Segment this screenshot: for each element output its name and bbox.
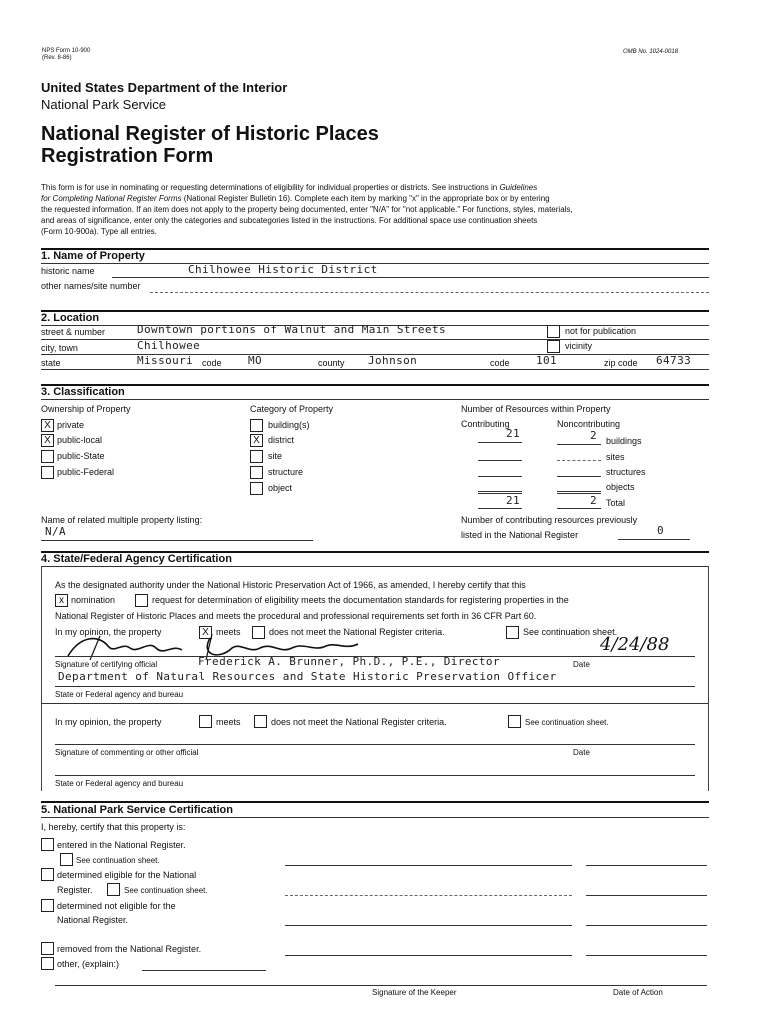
public-state-checkbox[interactable] <box>41 450 54 463</box>
eligible-continuation-label: See continuation sheet. <box>124 886 208 895</box>
related-listing-label: Name of related multiple property listing: <box>41 515 203 525</box>
noncontributing-header: Noncontributing <box>557 419 621 429</box>
eligible-date-line <box>586 895 707 896</box>
entered-signature-line <box>285 865 572 866</box>
signature-date-label: Date <box>573 660 590 669</box>
section-5-underline <box>41 817 709 818</box>
objects-row-label: objects <box>606 482 635 492</box>
section-4-divider <box>41 703 709 704</box>
section-4-underline <box>41 566 709 567</box>
structure-checkbox[interactable] <box>250 466 263 479</box>
public-federal-checkbox[interactable] <box>41 466 54 479</box>
contrib-buildings-line <box>478 442 522 443</box>
section-5-rule <box>41 801 709 803</box>
determined-eligible-label-2: Register. <box>57 885 93 895</box>
noncontrib-objects-line <box>557 491 601 492</box>
public-federal-label: public-Federal <box>57 467 115 477</box>
agency-label: State or Federal agency and bureau <box>55 690 184 699</box>
agency2-label: State or Federal agency and bureau <box>55 779 184 788</box>
determined-not-eligible-checkbox[interactable] <box>41 899 54 912</box>
entered-date-line <box>586 865 707 866</box>
does-not-meet-label: does not meet the National Register criteria. <box>269 627 445 637</box>
section-2-rule <box>41 310 709 312</box>
noncontrib-buildings-line <box>557 444 601 445</box>
related-listing-value[interactable]: N/A <box>45 525 67 538</box>
form-revision: (Rev. 8-86) <box>42 55 72 61</box>
county-value[interactable]: Johnson <box>368 354 418 367</box>
object-label: object <box>268 483 293 493</box>
city-label: city, town <box>41 343 78 353</box>
commenting-date-label: Date <box>573 748 590 757</box>
keeper-line <box>55 985 707 986</box>
buildings-label: building(s) <box>268 420 310 430</box>
not-for-publication-label: not for publication <box>565 326 637 336</box>
vicinity-checkbox[interactable] <box>547 340 560 353</box>
determined-not-eligible-label-2: National Register. <box>57 915 129 925</box>
entered-label: entered in the National Register. <box>57 840 186 850</box>
noncontrib-total-value[interactable]: 2 <box>589 494 597 507</box>
contributing-header: Contributing <box>461 419 510 429</box>
resources-title: Number of Resources within Property <box>461 404 611 414</box>
section-4-heading: 4. State/Federal Agency Certification <box>41 553 232 565</box>
section-4-frame-left <box>41 566 42 791</box>
department-name: United States Department of the Interior <box>41 80 288 95</box>
other-checkbox[interactable] <box>41 957 54 970</box>
form-subtitle: Registration Form <box>41 145 214 167</box>
noncontrib-structures-line <box>557 476 601 477</box>
meets2-label: meets <box>216 717 241 727</box>
meets-checkbox[interactable]: X <box>199 626 212 639</box>
form-number: NPS Form 10-900 <box>42 48 91 54</box>
previously-listed-label-2: listed in the National Register <box>461 530 579 540</box>
omb-number: OMB No. 1024-0018 <box>623 49 679 55</box>
state-code-label: code <box>202 358 222 368</box>
entered-continuation-checkbox[interactable] <box>60 853 73 866</box>
other-names-label: other names/site number <box>41 281 141 291</box>
determined-eligible-label-1: determined eligible for the National <box>57 870 197 880</box>
signature-date[interactable]: 4/24/88 <box>600 634 670 655</box>
not-eligible-date-line <box>586 925 707 926</box>
removed-checkbox[interactable] <box>41 942 54 955</box>
street-value[interactable]: Downtown portions of Walnut and Main Streets <box>137 323 446 336</box>
removed-label: removed from the National Register. <box>57 944 202 954</box>
site-checkbox[interactable] <box>250 450 263 463</box>
zip-label: zip code <box>604 358 638 368</box>
historic-name-line <box>112 277 709 278</box>
agency2-line <box>55 775 695 776</box>
vicinity-label: vicinity <box>565 341 593 351</box>
contrib-buildings-value[interactable]: 21 <box>505 427 520 440</box>
noncontrib-total-line <box>557 508 601 509</box>
does-not-meet2-label: does not meet the National Register criteria. <box>271 717 447 727</box>
previously-listed-value[interactable]: 0 <box>656 524 664 537</box>
see-continuation-checkbox[interactable] <box>506 626 519 639</box>
meets-label: meets <box>216 627 241 637</box>
see-continuation2-checkbox[interactable] <box>508 715 521 728</box>
keeper-label: Signature of the Keeper <box>372 988 457 997</box>
section-5-heading: 5. National Park Service Certification <box>41 804 233 816</box>
state-value[interactable]: Missouri <box>137 354 194 367</box>
previously-listed-label-1: Number of contributing resources previously <box>461 515 638 525</box>
category-title: Category of Property <box>250 404 334 414</box>
certification-line-1: As the designated authority under the National Historic Preservation Act of 1966, as amended, I hereby certify that this <box>55 580 526 590</box>
related-listing-line <box>41 540 313 541</box>
public-state-label: public-State <box>57 451 105 461</box>
object-checkbox[interactable] <box>250 482 263 495</box>
see-continuation2-label: See continuation sheet. <box>525 718 609 727</box>
section-2-heading: 2. Location <box>41 312 100 324</box>
removed-signature-line <box>285 955 572 956</box>
noncontrib-buildings-value[interactable]: 2 <box>589 429 597 442</box>
removed-date-line <box>586 955 707 956</box>
state-label: state <box>41 358 61 368</box>
state-line <box>41 369 709 370</box>
buildings-row-label: buildings <box>606 436 642 446</box>
site-label: site <box>268 451 283 461</box>
commenting-label: Signature of commenting or other official <box>55 748 199 757</box>
other-explain-line <box>142 970 266 971</box>
service-name: National Park Service <box>41 97 166 112</box>
agency-line <box>55 686 695 687</box>
not-eligible-signature-line <box>285 925 572 926</box>
contrib-total-line <box>478 508 522 509</box>
signature-label: Signature of certifying official <box>55 660 158 669</box>
eligible-continuation-checkbox[interactable] <box>107 883 120 896</box>
county-code-label: code <box>490 358 510 368</box>
city-value[interactable]: Chilhowee <box>137 339 201 352</box>
private-checkbox[interactable]: X <box>41 419 54 432</box>
certify-label: I, hereby, certify that this property is: <box>41 822 186 832</box>
not-for-publication-checkbox[interactable] <box>547 325 560 338</box>
public-local-checkbox[interactable]: X <box>41 434 54 447</box>
county-label: county <box>318 358 345 368</box>
total-row-label: Total <box>606 498 626 508</box>
district-label: district <box>268 435 295 445</box>
county-code-value[interactable]: 101 <box>536 354 558 367</box>
form-title: National Register of Historic Places <box>41 123 379 145</box>
historic-name-value[interactable]: Chilhowee Historic District <box>188 263 378 276</box>
does-not-meet2-checkbox[interactable] <box>254 715 267 728</box>
contrib-total-value[interactable]: 21 <box>505 494 520 507</box>
request-determination-checkbox[interactable] <box>135 594 148 607</box>
see-continuation-label: See continuation sheet. <box>523 627 618 637</box>
opinion2-label: In my opinion, the property <box>55 717 162 727</box>
section-1-heading: 1. Name of Property <box>41 250 145 262</box>
entered-checkbox[interactable] <box>41 838 54 851</box>
commenting-line <box>55 744 695 745</box>
meets2-checkbox[interactable] <box>199 715 212 728</box>
contrib-sites-line <box>478 460 522 461</box>
nomination-checkbox[interactable]: x <box>55 594 68 607</box>
structure-label: structure <box>268 467 304 477</box>
section-3-heading: 3. Classification <box>41 386 125 398</box>
opinion-label: In my opinion, the property <box>55 627 162 637</box>
section-3-underline <box>41 399 709 400</box>
determined-eligible-checkbox[interactable] <box>41 868 54 881</box>
previously-listed-line <box>618 539 690 540</box>
section-3-rule <box>41 384 709 386</box>
private-label: private <box>57 420 85 430</box>
date-of-action-label: Date of Action <box>613 988 663 997</box>
signature-typed-name[interactable]: Frederick A. Brunner, Ph.D., P.E., Director <box>198 655 500 668</box>
buildings-checkbox[interactable] <box>250 419 263 432</box>
eligible-signature-line <box>285 895 572 896</box>
determined-not-eligible-label-1: determined not eligible for the <box>57 901 176 911</box>
entered-continuation-label: See continuation sheet. <box>76 856 160 865</box>
street-label: street & number <box>41 327 106 337</box>
ownership-title: Ownership of Property <box>41 404 131 414</box>
state-code-value[interactable]: MO <box>248 354 263 367</box>
nomination-label: nomination <box>71 595 116 605</box>
contrib-structures-line <box>478 476 522 477</box>
noncontrib-sites-line <box>557 460 601 461</box>
contrib-objects-line <box>478 491 522 492</box>
zip-value[interactable]: 64733 <box>656 354 692 367</box>
structures-row-label: structures <box>606 467 646 477</box>
instructions-paragraph: This form is for use in nominating or requesting determinations of eligibility for individual properties or districts. See instructions in Guidelines for Completing National Register Forms (National Register Bulletin 16). Complete each item by marking "x" in the appropriate box or by entering the requested information. If an item does not apply to the property being documented, enter "N/A" for "not applicable." For functions, styles, materials, and areas of significance, enter only the categories and subcategories listed in the instructions. For additional space use continuation sheets (Form 10-900a). Type all entries. <box>41 183 573 236</box>
public-local-label: public-local <box>57 435 103 445</box>
section-4-frame-right <box>708 566 709 791</box>
historic-name-label: historic name <box>41 266 95 276</box>
request-determination-label: request for determination of eligibility meets the documentation standards for registering properties in the <box>152 595 569 605</box>
agency-value[interactable]: Department of Natural Resources and State Historic Preservation Officer <box>58 670 557 683</box>
other-names-line <box>150 292 709 293</box>
certification-line-3: National Register of Historic Places and meets the procedural and professional requirements set forth in 36 CFR Part 60. <box>55 611 537 621</box>
other-label: other, (explain:) <box>57 959 120 969</box>
district-checkbox[interactable]: X <box>250 434 263 447</box>
sites-row-label: sites <box>606 452 625 462</box>
